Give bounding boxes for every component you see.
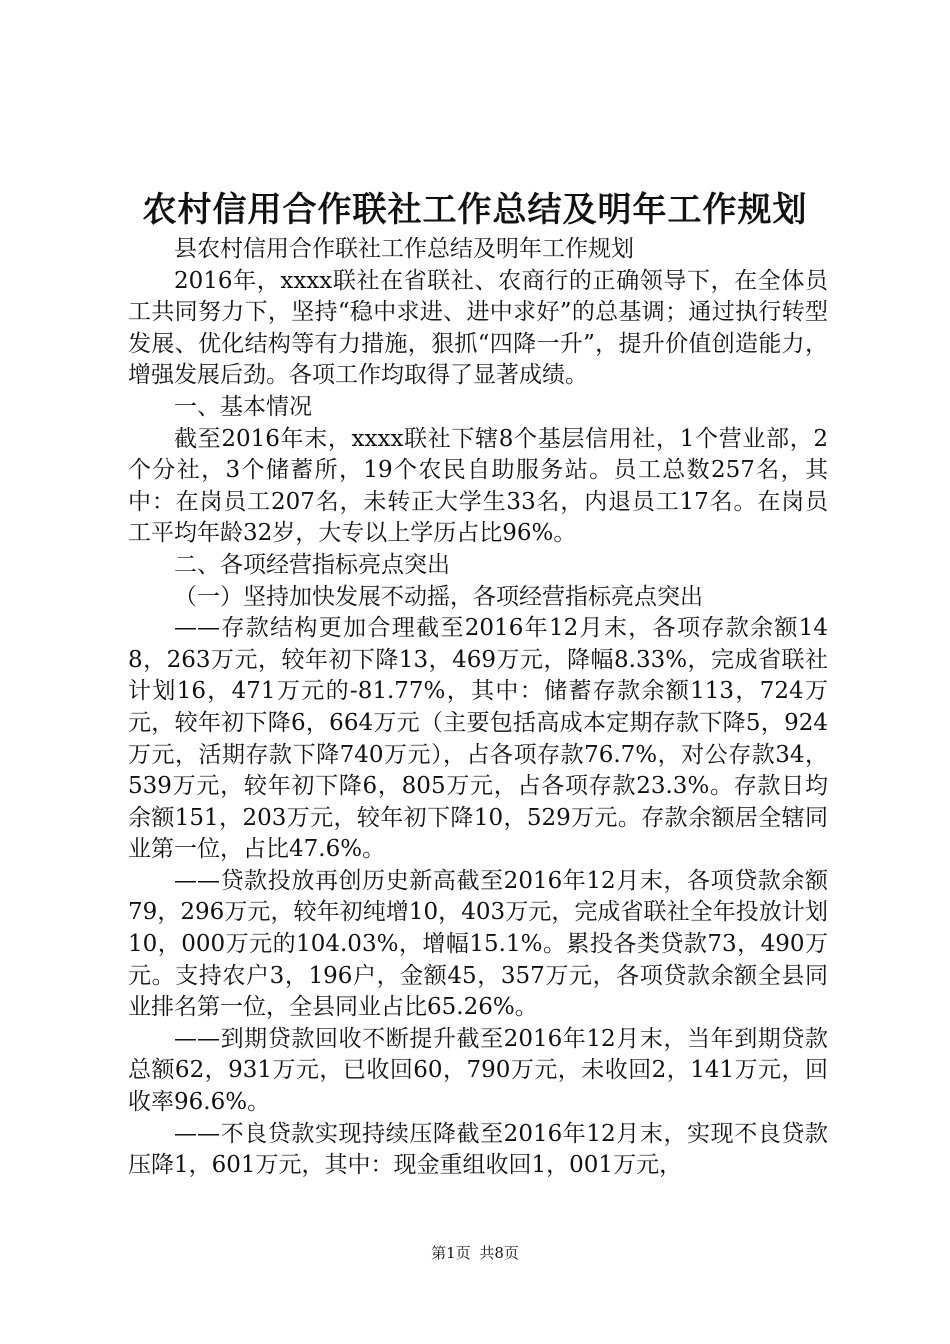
subtitle-paragraph: 县农村信用合作联社工作总结及明年工作规划 — [174, 236, 634, 262]
loan-paragraph: ——贷款投放再创历史新高截至2016年12月末，各项贷款余额79，296万元，较年初纯增10，403万元，完成省联社全年投放计划10，000万元的104.03%，增幅15.1%。累投各类贷款73，490万元。支持农户3，196户，金额45，357万元，各项贷款余额全县同业排名第一位，全县同业占比65.26%。 — [128, 867, 828, 1021]
deposit-paragraph: ——存款结构更加合理截至2016年12月末，各项存款余额148，263万元，较年初下降13，469万元，降幅8.33%，完成省联社计划16，471万元的-81.77%，其中：储蓄存款余额113，724万元，较年初下降6，664万元（主要包括高成本定期存款下降5，924万元，活期存款下降740万元），占各项存款76.7%，对公存款34，539万元，较年初下降6，805万元，占各项存款23.3%。存款日均余额151，203万元，较年初下降10，529万元。存款余额居全辖同业第一位，占比47.6%。 — [128, 615, 828, 863]
bad-loan-paragraph: ——不良贷款实现持续压降截至2016年12月末，实现不良贷款压降1，601万元，其中：现金重组收回1，001万元， — [128, 1120, 828, 1179]
document-title: 农村信用合作联社工作总结及明年工作规划 — [142, 190, 808, 230]
page-total: 共8页 — [479, 1244, 519, 1262]
subsection-heading: （一）坚持加快发展不动摇，各项经营指标亮点突出 — [174, 583, 703, 610]
section-heading-indicators: 二、各项经营指标亮点突出 — [174, 551, 450, 578]
intro-paragraph: 2016年，xxxx联社在省联社、农商行的正确领导下，在全体员工共同努力下，坚持“稳中求进、进中求好”的总基调；通过执行转型发展、优化结构等有力措施，狠抓“四降一升”，提升价值创造能力，增强发展后劲。各项工作均取得了显著成绩。 — [128, 267, 828, 389]
page-number: 第1页 — [431, 1244, 471, 1262]
section-heading-basic: 一、基本情况 — [174, 393, 312, 420]
document-body — [128, 234, 828, 1182]
recovery-paragraph: ——到期贷款回收不断提升截至2016年12月末，当年到期贷款总额62，931万元，已收回60，790万元，未收回2，141万元，回收率96.6%。 — [128, 1025, 828, 1116]
basic-info-paragraph: 截至2016年末，xxxx联社下辖8个基层信用社，1个营业部，2个分社，3个储蓄所，19个农民自助服务站。员工总数257名，其中：在岗员工207名，未转正大学生33名，内退员工17名。在岗员工平均年龄32岁，大专以上学历占比96%。 — [128, 425, 828, 547]
page-footer — [0, 1242, 950, 1264]
